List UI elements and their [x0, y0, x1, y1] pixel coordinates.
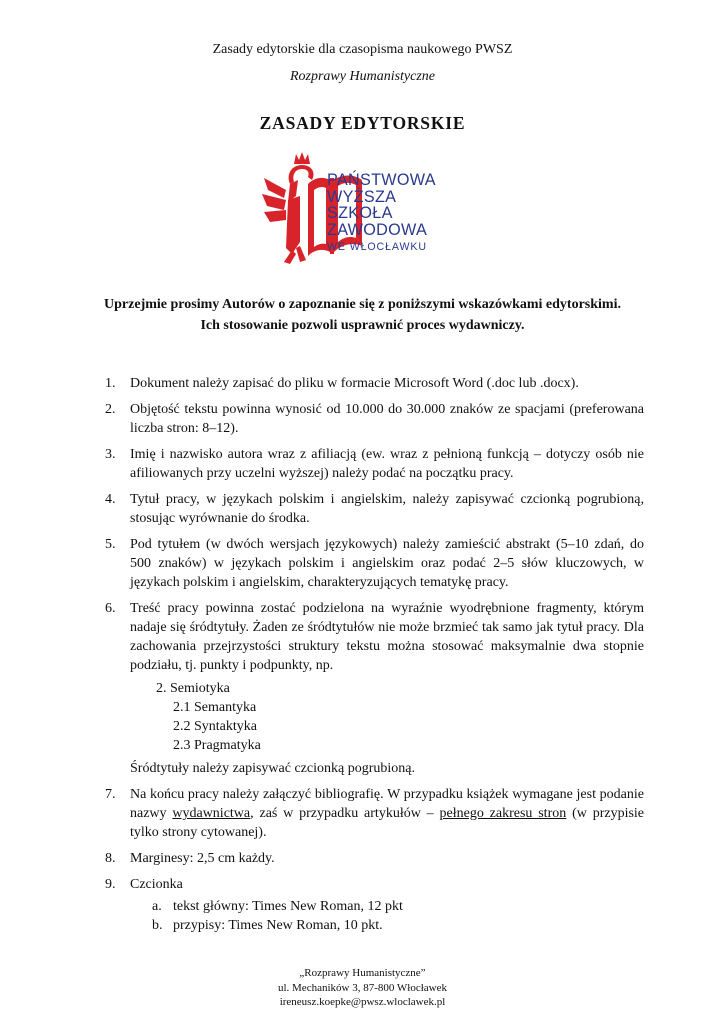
sublist-text: przypisy: Times New Roman, 10 pkt. — [173, 918, 383, 933]
logo-line: PAŃSTWOWA — [327, 171, 436, 189]
item-number: 9. — [105, 877, 116, 892]
item-number: 5. — [105, 537, 116, 552]
list-item — [100, 445, 644, 483]
logo-line: ZAWODOWA — [327, 220, 428, 239]
list-item — [100, 875, 644, 935]
intro-text — [0, 294, 725, 336]
item-text: Czcionka — [130, 877, 183, 892]
item-number: 1. — [105, 376, 116, 391]
list-item — [100, 535, 644, 592]
list-item — [100, 374, 644, 393]
item-number: 7. — [105, 787, 116, 802]
item-text: Imię i nazwisko autora wraz z afiliacją (ew. wraz z pełnioną funkcją – dotyczy osób nie afiliowanych przy uczelni wyższej) należy podać na początku pracy. — [130, 447, 644, 481]
intro-line-1: Uprzejmie prosimy Autorów o zapoznanie się z poniższymi wskazówkami edytorskimi. — [104, 297, 621, 312]
item-text: Na końcu pracy należy załączyć bibliografię. W przypadku książek wymagane jest podanie nazwy — [130, 787, 644, 821]
item-text: (w przypisie tylko strony cytowanej). — [130, 806, 645, 840]
underlined-page-range: pełnego zakresu stron — [439, 806, 567, 821]
footer-journal: „Rozprawy Humanistyczne” — [299, 967, 426, 979]
logo-line: SZKOŁA — [327, 204, 393, 223]
list-item — [100, 849, 644, 868]
item-text: Dokument należy zapisać do pliku w formacie Microsoft Word (.doc lub .docx). — [130, 376, 579, 391]
item-text: Treść pracy powinna zostać podzielona na wyraźnie wyodrębnione fragmenty, którym nadaje się śródtytuły. Żaden ze śródtytułów nie może brzmieć tak samo jak tytuł pracy. Dla zachowania przejrzystości struktury tekstu można stosować maksymalnie dwa stopnie podziału, tj. punkty i podpunkty, np. — [130, 601, 644, 673]
item-text: , zaś w przypadku artykułów – — [250, 806, 440, 821]
page-title: ZASADY EDYTORSKIE — [259, 113, 466, 133]
item-text: Pod tytułem (w dwóch wersjach językowych) należy zamieścić abstrakt (5–10 zdań, do 500 znaków) w językach polskim i angielskim oraz podać 2–5 słów kluczowych, w językach polskim i angielskim, charakteryzujących tematykę pracy. — [130, 537, 644, 590]
example-subheading: 2.1 Semantyka — [173, 700, 257, 715]
item-number: 3. — [105, 447, 116, 462]
logo-line: WYŻSZA — [327, 187, 397, 206]
sublist-item — [130, 916, 644, 935]
footer-email: ireneusz.koepke@pwsz.wloclawek.pl — [279, 996, 446, 1008]
sublist-item — [130, 897, 644, 916]
sublist-letter: b. — [152, 918, 163, 933]
header-line-1: Zasady edytorskie dla czasopisma naukowego PWSZ — [212, 42, 513, 57]
example-heading: 2. Semiotyka — [156, 681, 230, 696]
footer — [0, 966, 725, 1010]
item-number: 2. — [105, 402, 116, 417]
item-text: Marginesy: 2,5 cm każdy. — [130, 851, 275, 866]
item-number: 8. — [105, 851, 116, 866]
footer-address: ul. Mechaników 3, 87-800 Włocławek — [277, 981, 448, 994]
heading-example — [156, 679, 644, 755]
item-text: Objętość tekstu powinna wynosić od 10.000 do 30.000 znaków ze spacjami (preferowana liczba stron: 8–12). — [130, 402, 644, 436]
list-item — [100, 400, 644, 438]
logo-line: WE WŁOCŁAWKU — [327, 241, 427, 254]
header-journal-name: Rozprawy Humanistyczne — [289, 69, 436, 84]
list-item — [100, 490, 644, 528]
list-item — [100, 785, 644, 842]
institution-logo-text — [327, 172, 436, 254]
font-sublist — [130, 897, 644, 935]
item-text: Tytuł pracy, w językach polskim i angielskim, należy zapisywać czcionką pogrubioną, stosując wyrównanie do środka. — [130, 492, 644, 526]
list-item — [100, 599, 644, 778]
example-subheading: 2.2 Syntaktyka — [173, 719, 257, 734]
example-subheading: 2.3 Pragmatyka — [173, 738, 261, 753]
intro-line-2: Ich stosowanie pozwoli usprawnić proces wydawniczy. — [200, 318, 525, 333]
sublist-text: tekst główny: Times New Roman, 12 pkt — [173, 899, 403, 914]
rules-list — [100, 374, 644, 942]
item-number: 4. — [105, 492, 116, 507]
sublist-letter: a. — [152, 899, 162, 914]
item-number: 6. — [105, 601, 116, 616]
underlined-publisher: wydawnictwa — [172, 806, 251, 821]
subheading-note: Śródtytuły należy zapisywać czcionką pogrubioną. — [130, 761, 415, 776]
